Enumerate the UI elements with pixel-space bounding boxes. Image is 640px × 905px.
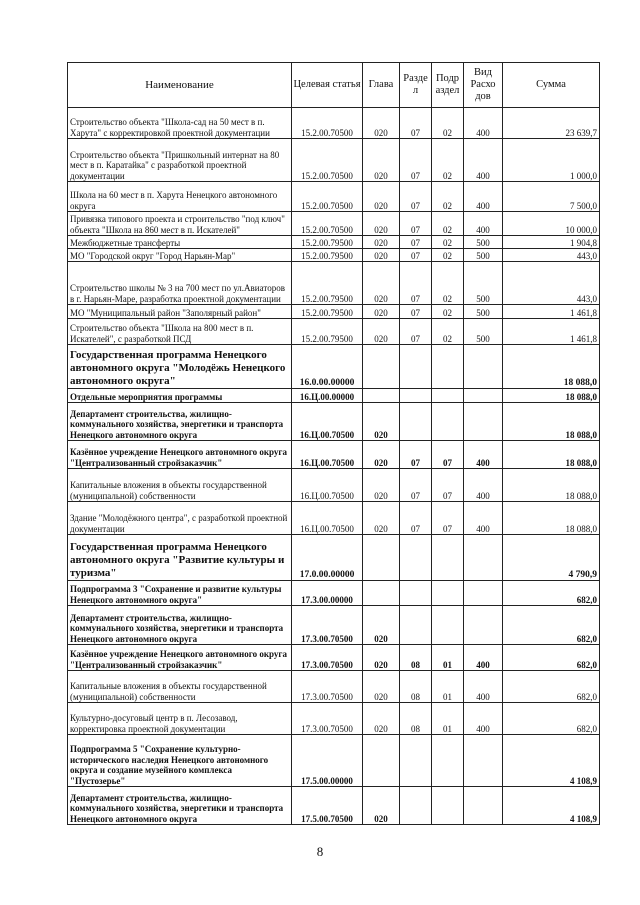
row-type: [464, 787, 503, 825]
row-section: 07: [400, 212, 432, 236]
row-sum: 18 088,0: [503, 403, 600, 441]
row-sum: 7 500,0: [503, 182, 600, 212]
row-subsection: [432, 787, 464, 825]
row-chapter: 020: [363, 212, 400, 236]
row-name: Подпрограмма 3 "Сохранение и развитие культуры Ненецкого автономного округа": [68, 581, 292, 606]
row-subsection: 02: [432, 212, 464, 236]
page-number: 8: [316, 844, 324, 859]
row-section: [400, 345, 432, 389]
row-section: 07: [400, 502, 432, 535]
row-chapter: [363, 735, 400, 787]
row-chapter: 020: [363, 139, 400, 182]
row-chapter: 020: [363, 502, 400, 535]
row-target: 17.3.00.70500: [292, 703, 363, 735]
row-name: Привязка типового проекта и строительство "под ключ" объекта "Школа на 860 мест в п. Искателей": [68, 212, 292, 236]
table-row: [68, 787, 600, 825]
row-sum: 23 639,7: [503, 108, 600, 139]
row-chapter: [363, 345, 400, 389]
table-row: [68, 403, 600, 441]
row-sum: 443,0: [503, 262, 600, 305]
col-header-subsection: Подр аздел: [432, 63, 464, 108]
table-row: [68, 139, 600, 182]
row-section: [400, 403, 432, 441]
row-sum: 682,0: [503, 671, 600, 703]
col-header-name: Наименование: [68, 63, 292, 108]
row-target: 15.2.00.79500: [292, 262, 363, 305]
row-type: [464, 735, 503, 787]
row-subsection: [432, 606, 464, 645]
row-target: 16.0.00.00000: [292, 345, 363, 389]
row-section: [400, 735, 432, 787]
table-row: [68, 606, 600, 645]
row-subsection: [432, 581, 464, 606]
row-name: Школа на 60 мест в п. Харута Ненецкого автономного округа: [68, 182, 292, 212]
row-target: 15.2.00.70500: [292, 139, 363, 182]
row-section: [400, 389, 432, 403]
budget-table: [67, 62, 600, 825]
row-section: [400, 787, 432, 825]
row-target: 15.2.00.70500: [292, 182, 363, 212]
row-name: Межбюджетные трансферты: [68, 236, 292, 249]
row-target: 16.Ц.00.00000: [292, 389, 363, 403]
table-row: [68, 236, 600, 249]
row-sum: 1 000,0: [503, 139, 600, 182]
row-type: 400: [464, 645, 503, 671]
table-row: [68, 345, 600, 389]
row-type: 400: [464, 469, 503, 502]
row-type: 500: [464, 262, 503, 305]
row-sum: 18 088,0: [503, 441, 600, 469]
row-chapter: 020: [363, 671, 400, 703]
col-header-expense-type: Вид Расхо дов: [464, 63, 503, 108]
row-section: 07: [400, 139, 432, 182]
row-type: 400: [464, 703, 503, 735]
row-target: 15.2.00.79500: [292, 305, 363, 319]
row-subsection: 02: [432, 305, 464, 319]
row-subsection: 01: [432, 703, 464, 735]
row-sum: 4 790,9: [503, 535, 600, 581]
row-subsection: [432, 389, 464, 403]
row-section: [400, 581, 432, 606]
row-target: 16.Ц.00.70500: [292, 502, 363, 535]
row-sum: 4 108,9: [503, 787, 600, 825]
row-chapter: [363, 581, 400, 606]
col-header-section: Разде л: [400, 63, 432, 108]
row-type: [464, 581, 503, 606]
row-subsection: [432, 535, 464, 581]
table-row: [68, 389, 600, 403]
row-chapter: 020: [363, 305, 400, 319]
row-subsection: 02: [432, 236, 464, 249]
row-chapter: 020: [363, 249, 400, 262]
row-target: 17.3.00.00000: [292, 581, 363, 606]
row-sum: 1 461,8: [503, 319, 600, 345]
row-section: 07: [400, 319, 432, 345]
row-subsection: 07: [432, 502, 464, 535]
table-row: [68, 182, 600, 212]
row-section: 07: [400, 249, 432, 262]
row-type: 500: [464, 249, 503, 262]
row-target: 17.5.00.70500: [292, 787, 363, 825]
row-chapter: 020: [363, 441, 400, 469]
row-section: 07: [400, 441, 432, 469]
row-sum: 4 108,9: [503, 735, 600, 787]
table-row: [68, 108, 600, 139]
row-section: 07: [400, 108, 432, 139]
row-type: 400: [464, 212, 503, 236]
row-chapter: 020: [363, 319, 400, 345]
table-row: [68, 703, 600, 735]
row-sum: 18 088,0: [503, 469, 600, 502]
row-name: Департамент строительства, жилищно-коммунального хозяйства, энергетики и транспорта Ненецкого автономного округа: [68, 787, 292, 825]
row-name: Подпрограмма 5 "Сохранение культурно-исторического наследия Ненецкого автономного округа и создание музейного комплекса "Пустозерье": [68, 735, 292, 787]
row-target: 15.2.00.79500: [292, 236, 363, 249]
row-chapter: 020: [363, 108, 400, 139]
row-subsection: 02: [432, 182, 464, 212]
row-name: Казённое учреждение Ненецкого автономного округа "Централизованный стройзаказчик": [68, 441, 292, 469]
table-row: [68, 735, 600, 787]
row-section: 07: [400, 182, 432, 212]
table-row: [68, 249, 600, 262]
row-name: МО "Муниципальный район "Заполярный район": [68, 305, 292, 319]
row-target: 16.Ц.00.70500: [292, 469, 363, 502]
row-section: [400, 535, 432, 581]
table-row: [68, 671, 600, 703]
row-target: 15.2.00.79500: [292, 319, 363, 345]
row-type: 400: [464, 502, 503, 535]
row-target: 16.Ц.00.70500: [292, 441, 363, 469]
row-sum: 443,0: [503, 249, 600, 262]
row-target: 17.0.00.00000: [292, 535, 363, 581]
row-chapter: [363, 535, 400, 581]
row-type: [464, 345, 503, 389]
row-section: 07: [400, 262, 432, 305]
row-subsection: 02: [432, 108, 464, 139]
table-row: [68, 581, 600, 606]
row-type: [464, 403, 503, 441]
row-sum: 682,0: [503, 703, 600, 735]
row-name: Строительство объекта "Пришкольный интернат на 80 мест в п. Каратайка" с разработкой проектной документации: [68, 139, 292, 182]
row-sum: 18 088,0: [503, 389, 600, 403]
row-chapter: 020: [363, 469, 400, 502]
row-target: 15.2.00.79500: [292, 249, 363, 262]
row-type: 400: [464, 182, 503, 212]
row-section: 08: [400, 671, 432, 703]
row-target: 17.3.00.70500: [292, 645, 363, 671]
table-row: [68, 441, 600, 469]
row-chapter: 020: [363, 787, 400, 825]
row-name: Культурно-досуговый центр в п. Лесозавод, корректировка проектной документации: [68, 703, 292, 735]
row-section: 08: [400, 645, 432, 671]
row-target: 17.3.00.70500: [292, 671, 363, 703]
row-type: 400: [464, 441, 503, 469]
table-row: [68, 305, 600, 319]
row-sum: 682,0: [503, 645, 600, 671]
row-subsection: 02: [432, 262, 464, 305]
row-chapter: 020: [363, 262, 400, 305]
row-name: Здание "Молодёжного центра", с разработкой проектной документации: [68, 502, 292, 535]
row-section: [400, 606, 432, 645]
row-subsection: [432, 345, 464, 389]
row-sum: 10 000,0: [503, 212, 600, 236]
row-chapter: 020: [363, 645, 400, 671]
table-row: [68, 645, 600, 671]
row-type: 400: [464, 108, 503, 139]
row-subsection: 07: [432, 469, 464, 502]
row-target: 15.2.00.70500: [292, 212, 363, 236]
row-type: 500: [464, 319, 503, 345]
row-target: 16.Ц.00.70500: [292, 403, 363, 441]
row-type: [464, 535, 503, 581]
table-row: [68, 535, 600, 581]
row-section: 07: [400, 236, 432, 249]
row-target: 17.3.00.70500: [292, 606, 363, 645]
row-subsection: 02: [432, 139, 464, 182]
row-name: Строительство школы № 3 на 700 мест по ул.Авиаторов в г. Нарьян-Маре, разработка проектной документации: [68, 262, 292, 305]
row-subsection: 07: [432, 441, 464, 469]
table-row: [68, 319, 600, 345]
row-name: Государственная программа Ненецкого автономного округа "Развитие культуры и туризма": [68, 535, 292, 581]
row-name: Департамент строительства, жилищно-коммунального хозяйства, энергетики и транспорта Ненецкого автономного округа: [68, 403, 292, 441]
row-name: Капитальные вложения в объекты государственной (муниципальной) собственности: [68, 671, 292, 703]
row-name: Казённое учреждение Ненецкого автономного округа "Централизованный стройзаказчик": [68, 645, 292, 671]
row-name: Департамент строительства, жилищно-коммунального хозяйства, энергетики и транспорта Ненецкого автономного округа: [68, 606, 292, 645]
row-type: 400: [464, 139, 503, 182]
row-subsection: [432, 403, 464, 441]
row-chapter: 020: [363, 606, 400, 645]
row-chapter: 020: [363, 403, 400, 441]
row-type: [464, 389, 503, 403]
row-name: Государственная программа Ненецкого автономного округа "Молодёжь Ненецкого автономного округа": [68, 345, 292, 389]
col-header-sum: Сумма: [503, 63, 600, 108]
row-sum: 1 461,8: [503, 305, 600, 319]
row-type: 500: [464, 236, 503, 249]
table-row: [68, 502, 600, 535]
row-subsection: [432, 735, 464, 787]
row-name: Строительство объекта "Школа-сад на 50 мест в п. Харута" с корректировкой проектной документации: [68, 108, 292, 139]
table-row: [68, 262, 600, 305]
row-sum: 1 904,8: [503, 236, 600, 249]
row-subsection: 02: [432, 319, 464, 345]
table-row: [68, 212, 600, 236]
row-target: 15.2.00.70500: [292, 108, 363, 139]
row-sum: 18 088,0: [503, 502, 600, 535]
row-name: Строительство объекта "Школа на 800 мест в п. Искателей", с разработкой ПСД: [68, 319, 292, 345]
row-type: 400: [464, 671, 503, 703]
row-target: 17.5.00.00000: [292, 735, 363, 787]
row-type: 500: [464, 305, 503, 319]
row-subsection: 01: [432, 645, 464, 671]
row-sum: 682,0: [503, 606, 600, 645]
row-subsection: 02: [432, 249, 464, 262]
table-row: [68, 469, 600, 502]
row-type: [464, 606, 503, 645]
row-sum: 682,0: [503, 581, 600, 606]
row-section: 08: [400, 703, 432, 735]
row-chapter: 020: [363, 236, 400, 249]
row-chapter: 020: [363, 182, 400, 212]
row-section: 07: [400, 305, 432, 319]
col-header-target: Целевая статья: [292, 63, 363, 108]
row-section: 07: [400, 469, 432, 502]
col-header-chapter: Глава: [363, 63, 400, 108]
table-header-row: [68, 63, 600, 108]
row-sum: 18 088,0: [503, 345, 600, 389]
row-name: МО "Городской округ "Город Нарьян-Мар": [68, 249, 292, 262]
row-chapter: 020: [363, 703, 400, 735]
row-name: Капитальные вложения в объекты государственной (муниципальной) собственности: [68, 469, 292, 502]
row-chapter: [363, 389, 400, 403]
row-subsection: 01: [432, 671, 464, 703]
row-name: Отдельные мероприятия программы: [68, 389, 292, 403]
